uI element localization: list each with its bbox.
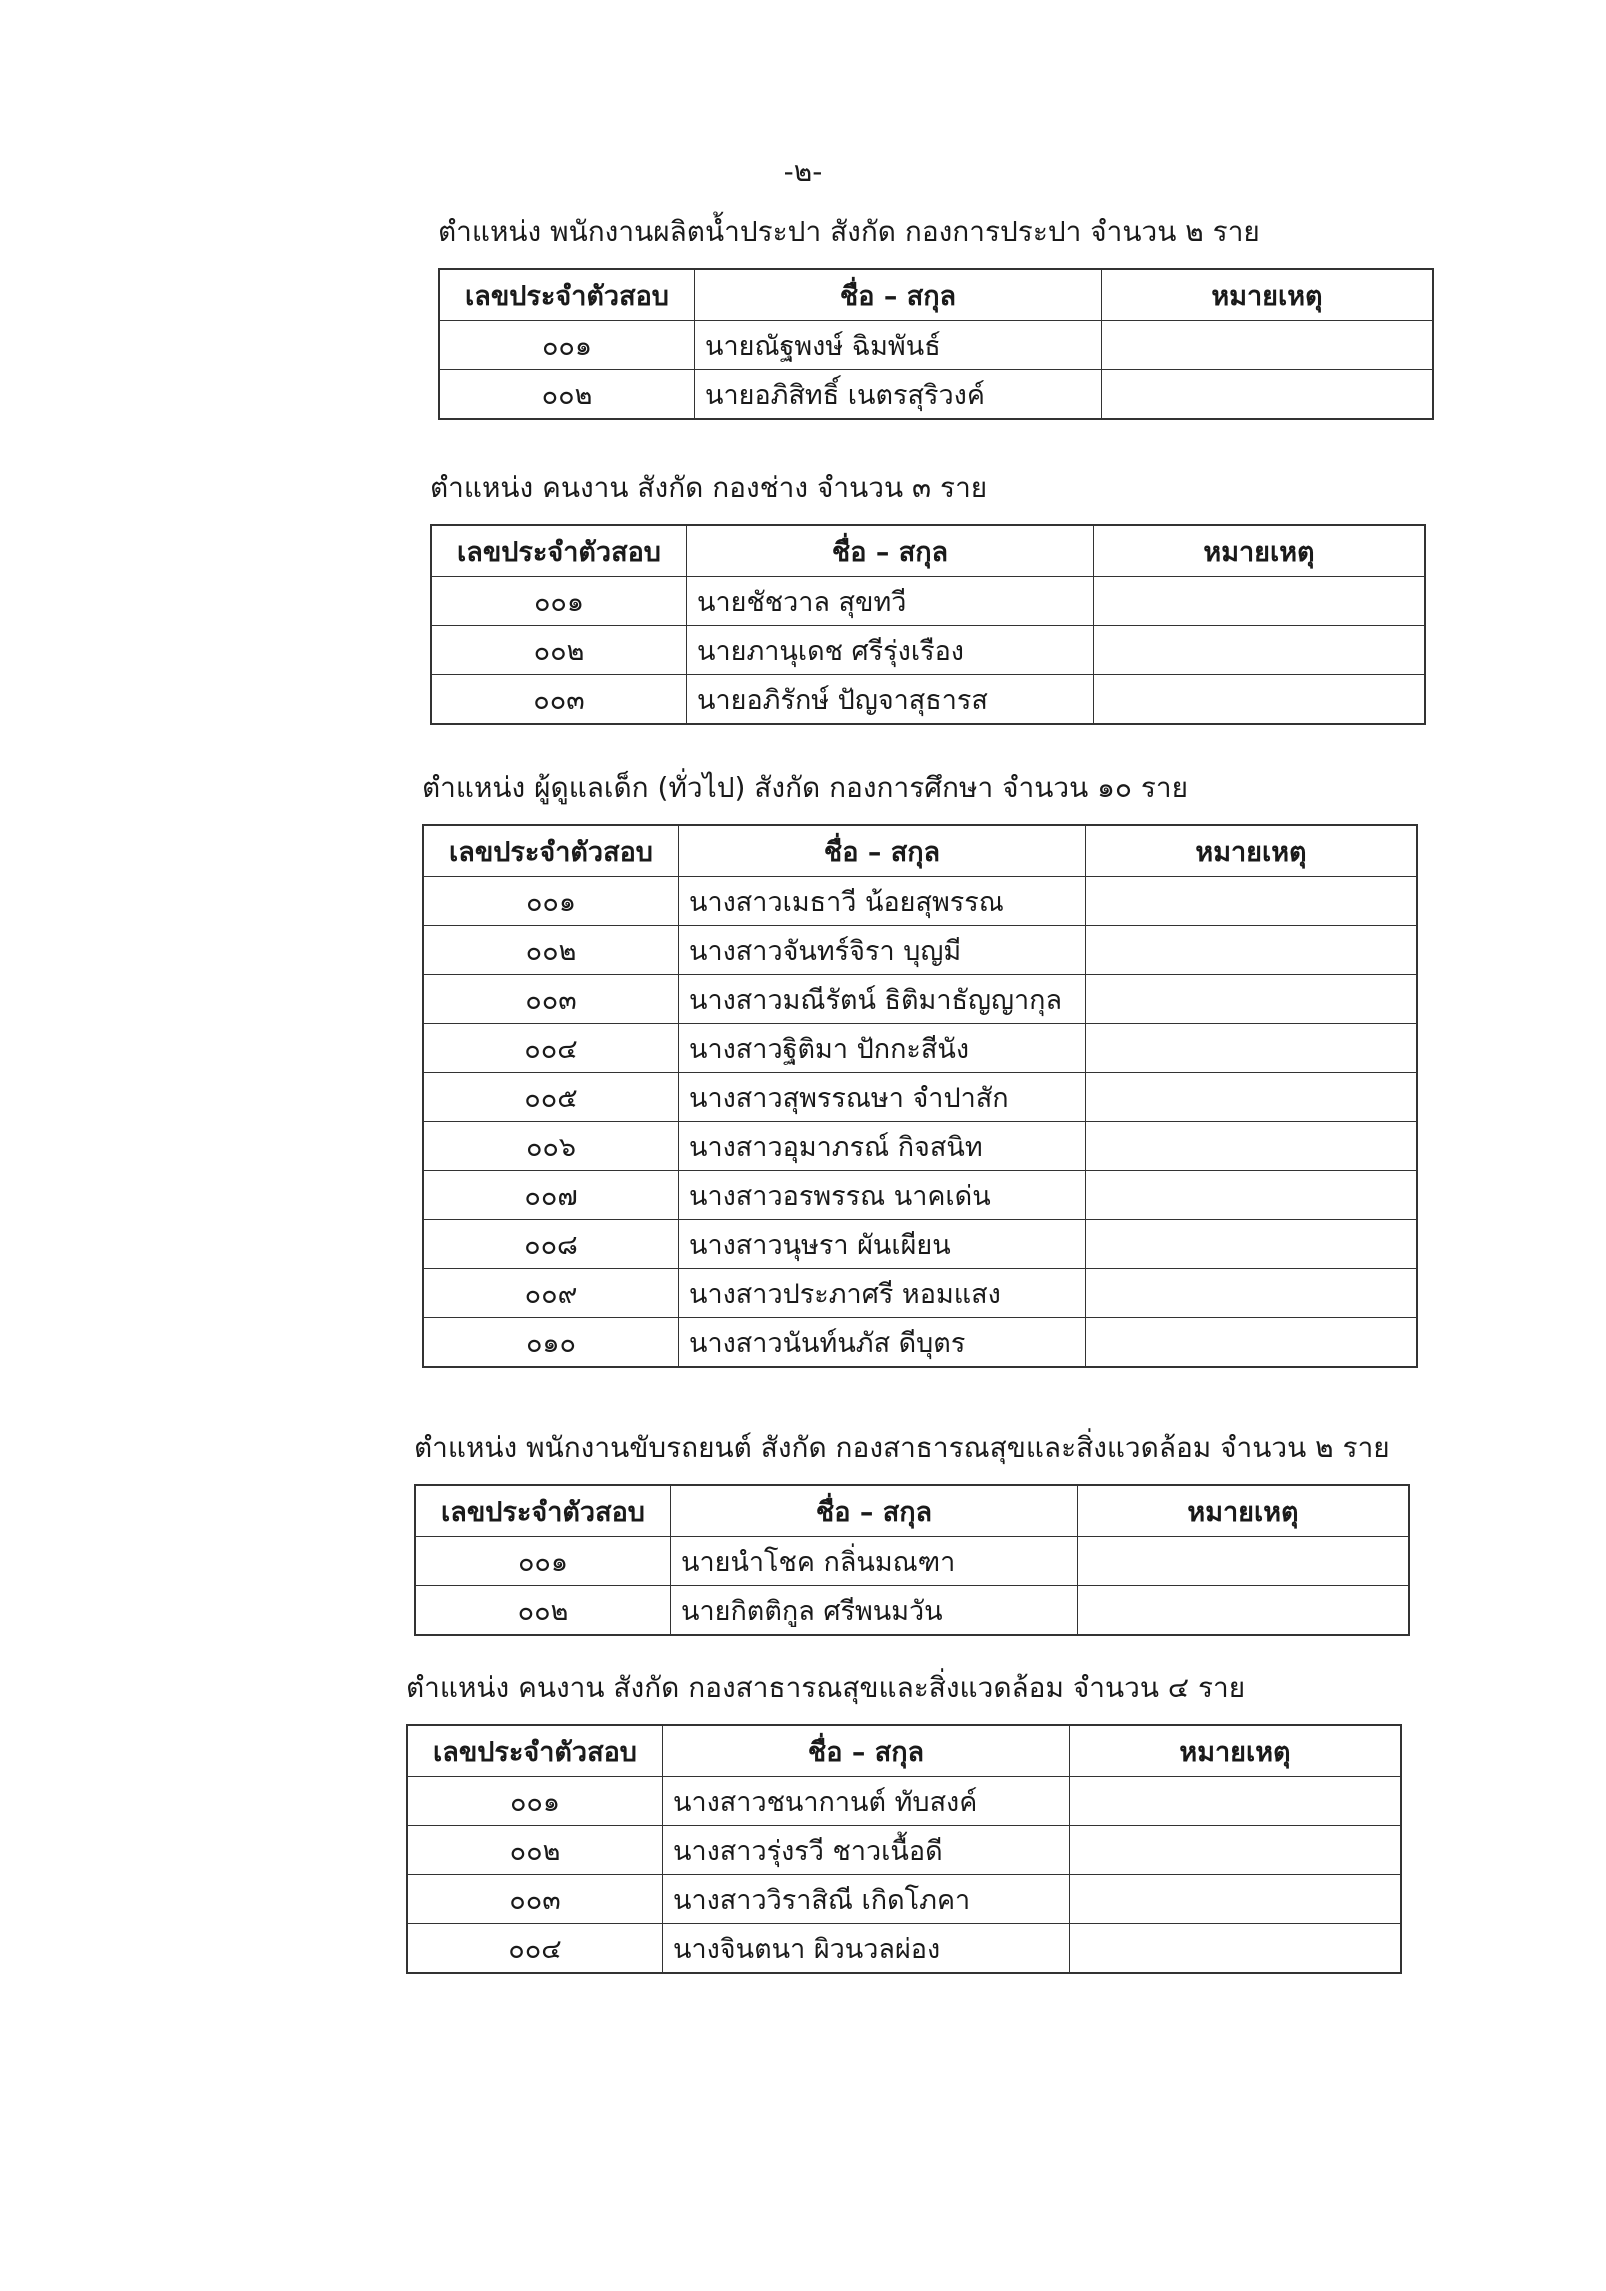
header-full-name: ชื่อ – สกุล: [687, 525, 1094, 577]
header-remark: หมายเหตุ: [1102, 269, 1434, 321]
remark-cell: [1086, 1269, 1418, 1318]
full-name-cell: นางสาวสุพรรณษา จำปาสัก: [679, 1073, 1086, 1122]
header-exam-id: เลขประจำตัวสอบ: [439, 269, 695, 321]
table-row: [439, 321, 1433, 370]
header-remark: หมายเหตุ: [1070, 1725, 1402, 1777]
exam-id-cell: ๐๑๐: [423, 1318, 679, 1368]
full-name-cell: นางสาวเมธาวี น้อยสุพรรณ: [679, 877, 1086, 926]
full-name-cell: นางสาวอรพรรณ นาคเด่น: [679, 1171, 1086, 1220]
full-name-cell: นางสาวอุมาภรณ์ กิจสนิท: [679, 1122, 1086, 1171]
table-header-row: [439, 269, 1433, 321]
remark-cell: [1094, 675, 1426, 725]
exam-id-cell: ๐๐๓: [407, 1875, 663, 1924]
exam-id-cell: ๐๐๘: [423, 1220, 679, 1269]
full-name-cell: นางสาวฐิติมา ปักกะสีนัง: [679, 1024, 1086, 1073]
remark-cell: [1086, 1024, 1418, 1073]
candidate-table: [438, 268, 1434, 420]
exam-id-cell: ๐๐๔: [423, 1024, 679, 1073]
header-full-name: ชื่อ – สกุล: [679, 825, 1086, 877]
remark-cell: [1094, 577, 1426, 626]
table-row: [415, 1537, 1409, 1586]
remark-cell: [1086, 926, 1418, 975]
table-row: [415, 1586, 1409, 1636]
remark-cell: [1086, 975, 1418, 1024]
table-row: [431, 675, 1425, 725]
table-row: [423, 1318, 1417, 1368]
exam-id-cell: ๐๐๙: [423, 1269, 679, 1318]
exam-id-cell: ๐๐๖: [423, 1122, 679, 1171]
header-full-name: ชื่อ – สกุล: [671, 1485, 1078, 1537]
remark-cell: [1070, 1777, 1402, 1826]
remark-cell: [1086, 1171, 1418, 1220]
full-name-cell: นางสาวประภาศรี หอมแสง: [679, 1269, 1086, 1318]
candidate-table: [430, 524, 1426, 725]
remark-cell: [1102, 370, 1434, 420]
remark-cell: [1078, 1586, 1410, 1636]
position-section: [414, 1428, 1410, 1636]
exam-id-cell: ๐๐๔: [407, 1924, 663, 1974]
exam-id-cell: ๐๐๑: [415, 1537, 671, 1586]
candidate-table: [414, 1484, 1410, 1636]
table-row: [407, 1777, 1401, 1826]
table-row: [423, 1171, 1417, 1220]
table-row: [423, 926, 1417, 975]
header-remark: หมายเหตุ: [1094, 525, 1426, 577]
exam-id-cell: ๐๐๕: [423, 1073, 679, 1122]
table-row: [423, 975, 1417, 1024]
position-heading: ตำแหน่ง พนักงานขับรถยนต์ สังกัด กองสาธารณสุขและสิ่งแวดล้อม จำนวน ๒ ราย: [414, 1431, 1390, 1464]
full-name-cell: นางสาวรุ่งรวี ชาวเนื้อดี: [663, 1826, 1070, 1875]
exam-id-cell: ๐๐๒: [423, 926, 679, 975]
full-name-cell: นายนำโชค กลิ่นมณฑา: [671, 1537, 1078, 1586]
exam-id-cell: ๐๐๑: [431, 577, 687, 626]
remark-cell: [1086, 1318, 1418, 1368]
header-full-name: ชื่อ – สกุล: [663, 1725, 1070, 1777]
table-row: [431, 577, 1425, 626]
remark-cell: [1086, 877, 1418, 926]
position-section: [406, 1668, 1402, 1974]
exam-id-cell: ๐๐๓: [431, 675, 687, 725]
full-name-cell: นางสาวมณีรัตน์ ธิติมาธัญญากุล: [679, 975, 1086, 1024]
table-row: [407, 1826, 1401, 1875]
exam-id-cell: ๐๐๓: [423, 975, 679, 1024]
table-row: [423, 1220, 1417, 1269]
position-heading: ตำแหน่ง ผู้ดูแลเด็ก (ทั่วไป) สังกัด กองการศึกษา จำนวน ๑๐ ราย: [422, 771, 1189, 804]
remark-cell: [1086, 1073, 1418, 1122]
remark-cell: [1086, 1122, 1418, 1171]
exam-id-cell: ๐๐๒: [415, 1586, 671, 1636]
table-row: [423, 1073, 1417, 1122]
exam-id-cell: ๐๐๒: [431, 626, 687, 675]
position-heading: ตำแหน่ง พนักงานผลิตน้ำประปา สังกัด กองการประปา จำนวน ๒ ราย: [438, 215, 1260, 248]
table-row: [423, 1024, 1417, 1073]
position-section: [422, 768, 1418, 1368]
full-name-cell: นายภานุเดช ศรีรุ่งเรือง: [687, 626, 1094, 675]
table-header-row: [431, 525, 1425, 577]
table-header-row: [407, 1725, 1401, 1777]
full-name-cell: นางสาววิราสิณี เกิดโภคา: [663, 1875, 1070, 1924]
table-row: [423, 877, 1417, 926]
full-name-cell: นางสาวจันทร์จิรา บุญมี: [679, 926, 1086, 975]
header-remark: หมายเหตุ: [1078, 1485, 1410, 1537]
full-name-cell: นายอภิรักษ์ ปัญจาสุธารส: [687, 675, 1094, 725]
table-row: [423, 1122, 1417, 1171]
full-name-cell: นายณัฐพงษ์ ฉิมพันธ์: [695, 321, 1102, 370]
table-row: [431, 626, 1425, 675]
header-remark: หมายเหตุ: [1086, 825, 1418, 877]
full-name-cell: นางสาวนุษรา ผันเผียน: [679, 1220, 1086, 1269]
table-row: [439, 370, 1433, 420]
exam-id-cell: ๐๐๑: [407, 1777, 663, 1826]
exam-id-cell: ๐๐๑: [439, 321, 695, 370]
full-name-cell: นายชัชวาล สุขทวี: [687, 577, 1094, 626]
table-header-row: [423, 825, 1417, 877]
header-exam-id: เลขประจำตัวสอบ: [431, 525, 687, 577]
table-header-row: [415, 1485, 1409, 1537]
candidate-table: [422, 824, 1418, 1368]
remark-cell: [1070, 1826, 1402, 1875]
full-name-cell: นายอภิสิทธิ์ เนตรสุริวงค์: [695, 370, 1102, 420]
page-number: -๒-: [783, 155, 823, 188]
header-full-name: ชื่อ – สกุล: [695, 269, 1102, 321]
position-section: [430, 468, 1426, 725]
candidate-table: [406, 1724, 1402, 1974]
remark-cell: [1102, 321, 1434, 370]
exam-id-cell: ๐๐๑: [423, 877, 679, 926]
header-exam-id: เลขประจำตัวสอบ: [407, 1725, 663, 1777]
full-name-cell: นายกิตติกูล ศรีพนมวัน: [671, 1586, 1078, 1636]
remark-cell: [1070, 1924, 1402, 1974]
full-name-cell: นางจินตนา ผิวนวลผ่อง: [663, 1924, 1070, 1974]
exam-id-cell: ๐๐๒: [407, 1826, 663, 1875]
position-heading: ตำแหน่ง คนงาน สังกัด กองสาธารณสุขและสิ่งแวดล้อม จำนวน ๔ ราย: [406, 1671, 1246, 1704]
table-row: [407, 1875, 1401, 1924]
position-heading: ตำแหน่ง คนงาน สังกัด กองช่าง จำนวน ๓ ราย: [430, 471, 988, 504]
full-name-cell: นางสาวนันท์นภัส ดีบุตร: [679, 1318, 1086, 1368]
table-row: [407, 1924, 1401, 1974]
exam-id-cell: ๐๐๗: [423, 1171, 679, 1220]
full-name-cell: นางสาวชนากานต์ ทับสงค์: [663, 1777, 1070, 1826]
remark-cell: [1070, 1875, 1402, 1924]
remark-cell: [1086, 1220, 1418, 1269]
table-row: [423, 1269, 1417, 1318]
position-section: [438, 212, 1434, 420]
remark-cell: [1094, 626, 1426, 675]
header-exam-id: เลขประจำตัวสอบ: [415, 1485, 671, 1537]
header-exam-id: เลขประจำตัวสอบ: [423, 825, 679, 877]
remark-cell: [1078, 1537, 1410, 1586]
exam-id-cell: ๐๐๒: [439, 370, 695, 420]
